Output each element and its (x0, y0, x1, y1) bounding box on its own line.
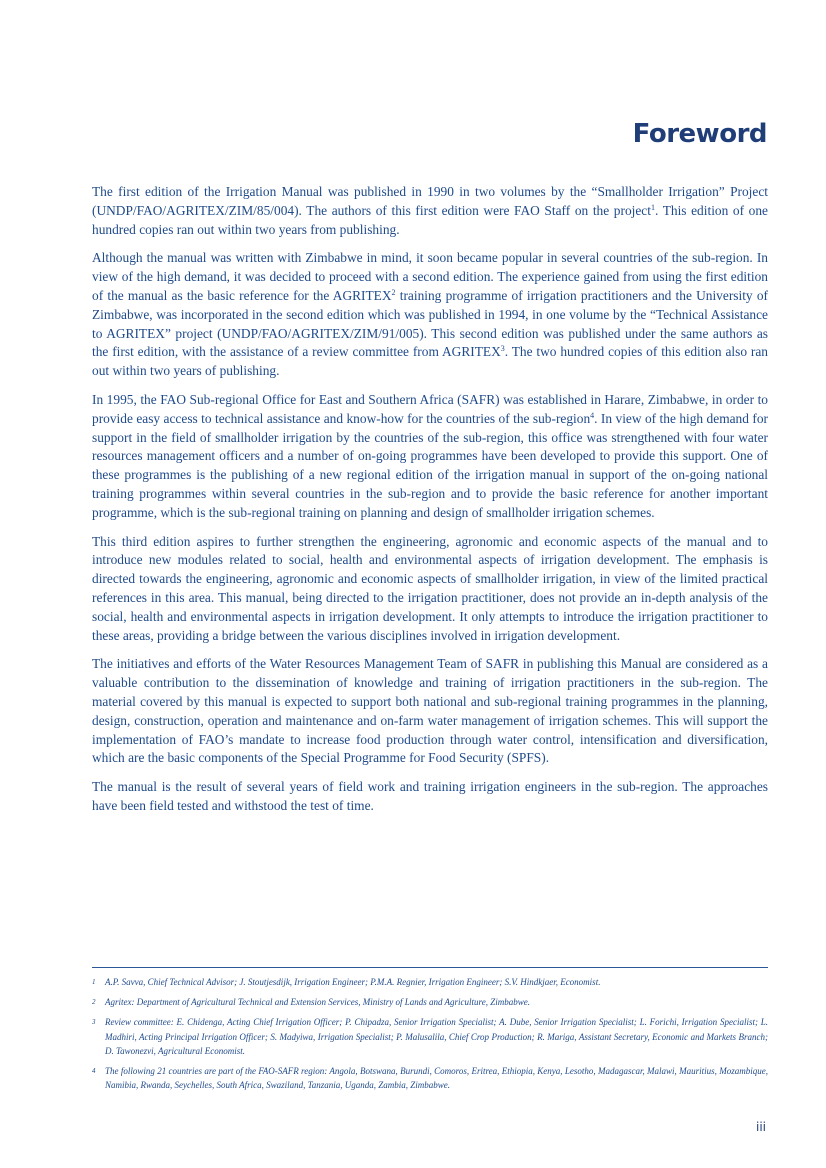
paragraph-4: This third edition aspires to further strengthen the engineering, agronomic and economic aspects of the manual and to introduce new modules related to social, health and environmental aspects of irrigation development. The emphasis is directed towards the engineering, agronomic and economic aspects of smallholder irrigation, in view of the limited practical references in this area. This manual, being directed to the irrigation practitioner, does not provide an in-depth analysis of the social, health and environmental aspects in irrigation development. It only attempts to introduce the irrigation practitioner to these areas, providing a bridge between the various disciplines involved in irrigation development. (92, 533, 768, 643)
footnote (92, 975, 768, 989)
footnote-number: 4 (92, 1067, 96, 1076)
text-run: . The two hundred copies of this edition also ran out within two years of publishing. (92, 344, 768, 379)
page-title: Foreword (632, 119, 767, 149)
footnote-text: Review committee: E. Chidenga, Acting Chief Irrigation Officer; P. Chipadza, Senior Irrigation Specialist; A. Dube, Senior Irrigation Specialist; L. Forichi, Irrigation Specialist; L. Madhiri, Acting Principal Irrigation Officer; S. Madyiwa, Irrigation Specialist; P. Malusalila, Chief Crop Production; R. Mariga, Assistant Secretary, Economic and Markets Branch; D. Tawonezvi, Agricultural Economist. (105, 1017, 768, 1056)
paragraph-5: The initiatives and efforts of the Water Resources Management Team of SAFR in publishing this Manual are considered as a valuable contribution to the dissemination of knowledge and training of irrigation practitioners in the sub-region. The material covered by this manual is expected to support both national and sub-regional training programmes in the planning, design, construction, operation and maintenance and on-farm water management of irrigation schemes. This will support the implementation of FAO’s mandate to increase food production through water control, intensification and diversification, which are the basic components of the Special Programme for Food Security (SPFS). (92, 656, 768, 766)
text-run: In 1995, the FAO Sub-regional Office for East and Southern Africa (SAFR) was established in Harare, Zimbabwe, in order to provide easy access to technical assistance and know-how for the countries of the sub-region (92, 391, 768, 426)
footnote-text: Agritex: Department of Agricultural Technical and Extension Services, Ministry of Lands and Agriculture, Zimbabwe. (105, 997, 530, 1008)
text-run: . This edition of one hundred copies ran out within two years from publishing. (92, 202, 769, 237)
footnote (92, 1064, 768, 1092)
text-run: Although the manual was written with Zimbabwe in mind, it soon became popular in several countries of the sub-region. In view of the high demand, it was decided to proceed with a second edition. The experience gained from using the first edition of the manual as the basic reference for the AGRITEX (92, 250, 768, 303)
footnote-ref-1: 1 (650, 202, 655, 212)
footnote-ref-2: 2 (391, 287, 396, 297)
footnote-ref-3: 3 (500, 344, 505, 354)
footnote-divider (92, 967, 768, 968)
footnote-text: A.P. Savva, Chief Technical Advisor; J. Stoutjesdijk, Irrigation Engineer; P.M.A. Regnier, Irrigation Engineer; S.V. Hindkjaer, Economist. (105, 977, 601, 987)
paragraph-3 (92, 391, 768, 523)
paragraph-1 (92, 183, 768, 239)
footnotes (92, 975, 768, 1098)
footnote-text: The following 21 countries are part of the FAO-SAFR region: Angola, Botswana, Burundi, Comoros, Eritrea, Ethiopia, Kenya, Lesotho, Madagascar, Malawi, Mauritius, Mozambique, Namibia, Rwanda, Seychelles, South Africa, Swaziland, Tanzania, Uganda, Zambia, Zimbabwe. (105, 1066, 768, 1091)
paragraph-2 (92, 249, 768, 381)
text-run: training programme of irrigation practitioners and the University of Zimbabwe, was incorporated in the second edition which was published in 1994, in one volume by the “Technical Assistance to AGRITEX” project (UNDP/FAO/AGRITEX/ZIM/91/005). This second edition was published under the same authors as the first edition, with the assistance of a review committee from AGRITEX (92, 287, 768, 360)
footnote-ref-4: 4 (590, 410, 595, 420)
text-run: The first edition of the Irrigation Manual was published in 1990 in two volumes by the “Smallholder Irrigation” Project (UNDP/FAO/AGRITEX/ZIM/85/004). The authors of this first edition were FAO Staff on the project (92, 184, 768, 218)
text-run: . In view of the high demand for support in the field of smallholder irrigation by the countries of the sub-region, this office was strengthened with four water resources management officers and a number of on-going programmes have been developed to provide this support. One of these programmes is the publishing of a new regional edition of the irrigation manual in support of the on-going national training programmes within several countries in the sub-region and to provide the basic reference for another important programme, which is the sub-regional training on planning and design of smallholder irrigation schemes. (92, 410, 768, 520)
footnote-number: 1 (92, 978, 96, 986)
page-number: iii (755, 1120, 766, 1134)
body-text (92, 183, 768, 826)
footnote (92, 1015, 768, 1058)
footnote-number: 3 (92, 1018, 96, 1027)
footnote-number: 2 (92, 998, 96, 1007)
footnote (92, 995, 768, 1009)
paragraph-6: The manual is the result of several years of field work and training irrigation engineers in the sub-region. The approaches have been field tested and withstood the test of time. (92, 779, 768, 813)
